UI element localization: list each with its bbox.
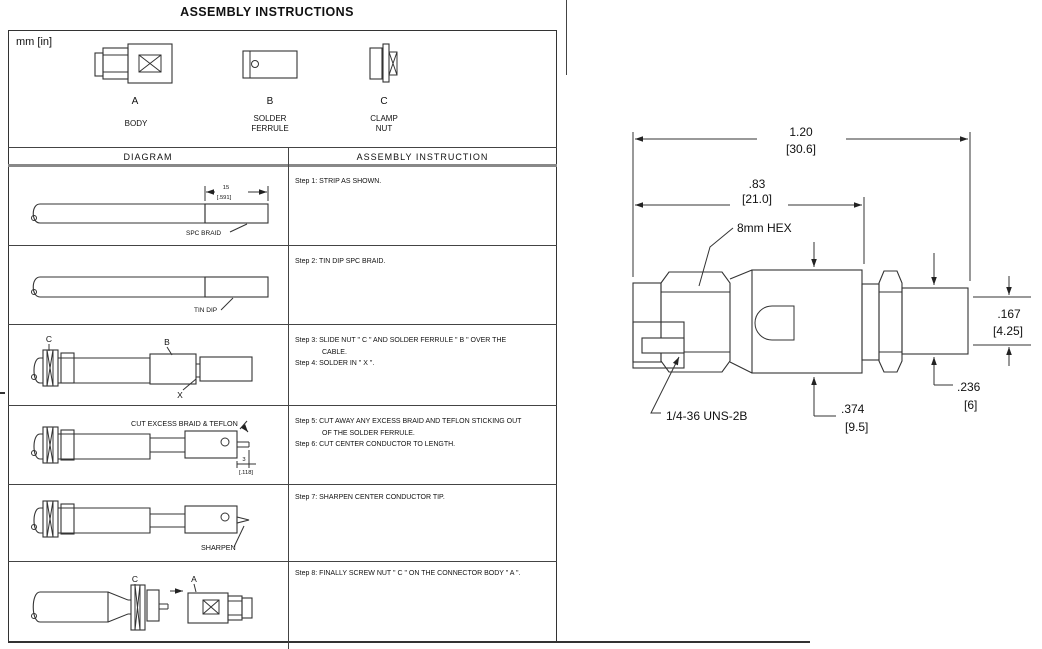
part-c-letter: C bbox=[380, 96, 388, 107]
part-b-name-line1: SOLDER bbox=[253, 114, 287, 123]
body-length-mm: [21.0] bbox=[741, 192, 773, 206]
step-7-diagram bbox=[32, 501, 250, 547]
part-b-name-line2: FERRULE bbox=[251, 124, 289, 133]
step5-dim-in: [.118] bbox=[238, 470, 254, 476]
instruction-line: OF THE SOLDER FERRULE. bbox=[322, 429, 415, 437]
part-c-name-line2: NUT bbox=[375, 124, 393, 133]
part-b-drawing bbox=[243, 51, 297, 78]
column-header-diagram: DIAGRAM bbox=[123, 152, 173, 162]
step-3-4-diagram bbox=[32, 344, 253, 390]
step-5-6-diagram bbox=[32, 421, 257, 468]
body-dia-mm: [9.5] bbox=[845, 420, 869, 434]
overall-length-in: 1.20 bbox=[789, 125, 813, 139]
column-header-instruction: ASSEMBLY INSTRUCTION bbox=[356, 152, 489, 162]
instruction-line: Step 4: SOLDER IN " X ". bbox=[295, 360, 375, 367]
thread-spec-label: 1/4-36 UNS-2B bbox=[666, 409, 748, 423]
instruction-line: Step 8: FINALLY SCREW NUT " C " ON THE CONNECTOR BODY " A ". bbox=[295, 570, 521, 577]
body-dia-in: .374 bbox=[841, 402, 865, 416]
connector-outline-drawing bbox=[633, 270, 968, 373]
step-2-diagram bbox=[32, 277, 269, 310]
hex-size-label: 8mm HEX bbox=[737, 221, 792, 235]
step2-tindip-label: TIN DIP bbox=[194, 307, 218, 314]
cylinder-dia-in: .236 bbox=[957, 380, 981, 394]
part-a-name: BODY bbox=[124, 119, 148, 128]
step3-label-c: C bbox=[45, 334, 53, 344]
step8-label-c: C bbox=[131, 574, 139, 584]
part-c-name-line1: CLAMP bbox=[370, 114, 398, 123]
page-title: ASSEMBLY INSTRUCTIONS bbox=[180, 5, 354, 19]
step8-label-a: A bbox=[191, 574, 197, 584]
instruction-line: Step 5: CUT AWAY ANY EXCESS BRAID AND TEFLON STICKING OUT bbox=[295, 418, 522, 425]
bore-dia-in: .167 bbox=[997, 307, 1021, 321]
step-1-diagram bbox=[32, 186, 269, 232]
instruction-line: CABLE. bbox=[322, 348, 347, 356]
step5-cut-label: CUT EXCESS BRAID & TEFLON bbox=[131, 419, 238, 428]
step7-sharpen-label: SHARPEN bbox=[201, 543, 236, 552]
part-a-drawing bbox=[95, 44, 172, 83]
instruction-line: Step 3: SLIDE NUT " C " AND SOLDER FERRULE " B " OVER THE bbox=[295, 337, 507, 344]
overall-length-mm: [30.6] bbox=[785, 142, 817, 156]
step3-label-b: B bbox=[164, 337, 170, 347]
step1-dim-in: [.591] bbox=[216, 195, 232, 201]
step-8-diagram bbox=[32, 584, 253, 630]
instruction-line: Step 2: TIN DIP SPC BRAID. bbox=[295, 258, 386, 265]
units-note: mm [in] bbox=[16, 36, 53, 48]
instruction-line: Step 1: STRIP AS SHOWN. bbox=[295, 178, 382, 185]
step5-dim-mm: 3 bbox=[242, 457, 246, 463]
part-a-letter: A bbox=[131, 96, 139, 107]
instruction-line: Step 7: SHARPEN CENTER CONDUCTOR TIP. bbox=[295, 494, 445, 501]
step1-braid-label: SPC BRAID bbox=[186, 230, 222, 237]
step1-dim-mm: 15 bbox=[222, 185, 230, 191]
part-c-drawing bbox=[370, 44, 397, 82]
step3-label-x: X bbox=[177, 390, 183, 400]
bore-dia-mm: [4.25] bbox=[992, 324, 1024, 338]
instruction-line: Step 6: CUT CENTER CONDUCTOR TO LENGTH. bbox=[295, 441, 456, 448]
cylinder-dia-mm: [6] bbox=[964, 398, 978, 412]
body-length-in: .83 bbox=[748, 177, 766, 191]
part-b-letter: B bbox=[266, 96, 274, 107]
